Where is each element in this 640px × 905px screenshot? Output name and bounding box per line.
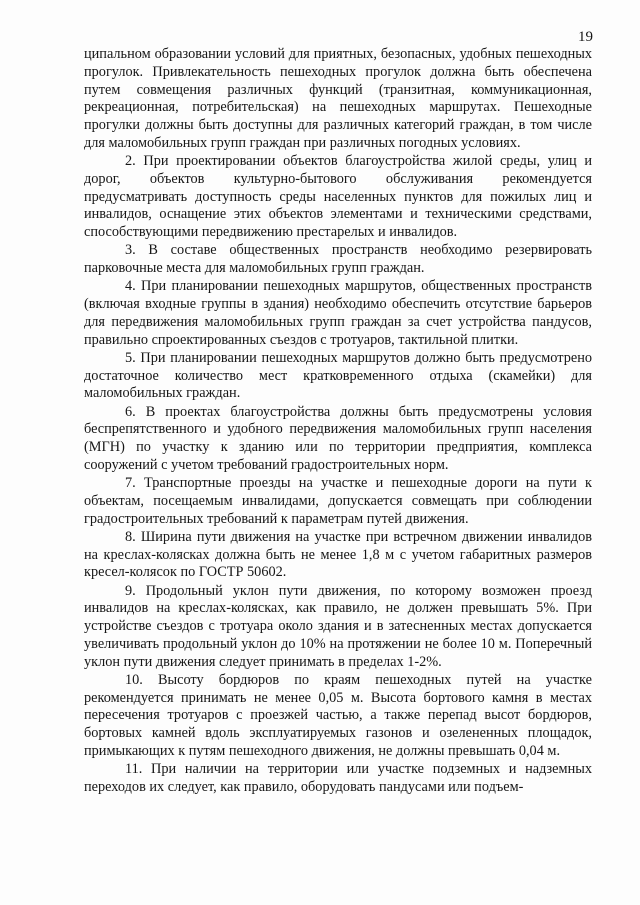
paragraph-2: 2. При проектировании объектов благоустройства жилой среды, улиц и дорог, объектов культурно-бытового обслуживания рекомендуется предусматривать доступность среды населенных пунктов для пожилых лиц и инвалидов, оснащение этих объектов элементами и техническими средствами, способствующими передвижению престарелых и инвалидов.: [84, 153, 592, 240]
paragraph-4: 4. При планировании пешеходных маршрутов, общественных пространств (включая входные группы в здания) необходимо обеспечить отсутствие барьеров для передвижения маломобильных групп граждан за счет устройства пандусов, правильно спроектированных съездов с тротуаров, тактильной плитки.: [84, 278, 592, 348]
paragraph-8: 8. Ширина пути движения на участке при встречном движении инвалидов на креслах-колясках должна быть не менее 1,8 м с учетом габаритных размеров кресел-колясок по ГОСТР 50602.: [84, 528, 592, 581]
document-body: [84, 46, 592, 797]
paragraph-7: 7. Транспортные проезды на участке и пешеходные дороги на пути к объектам, посещаемым инвалидами, допускается совмещать при соблюдении градостроительных требований к параметрам путей движения.: [84, 475, 592, 527]
page-number: 19: [578, 29, 593, 45]
paragraph-11: 11. При наличии на территории или участке подземных и надземных переходов их следует, как правило, оборудовать пандусами или подъем-: [84, 761, 592, 795]
paragraph-10: 10. Высоту бордюров по краям пешеходных путей на участке рекомендуется принимать не менее 0,05 м. Высота бортового камня в местах пересечения тротуаров с проезжей частью, а также перепад высот бордюров, бортовых камней вдоль эксплуатируемых газонов и озелененных площадок, примыкающих к путям пешеходного движения, не должны превышать 0,04 м.: [84, 671, 592, 759]
paragraph-9: 9. Продольный уклон пути движения, по которому возможен проезд инвалидов на креслах-колясках, как правило, не должен превышать 5%. При устройстве съездов с тротуара около здания и в затесненных местах допускается увеличивать продольный уклон до 10% на протяжении не более 10 м. Поперечный уклон пути движения следует принимать в пределах 1-2%.: [84, 582, 592, 670]
paragraph-6: 6. В проектах благоустройства должны быть предусмотрены условия беспрепятственного и удобного передвижения маломобильных групп населения (МГН) по участку к зданию или по территории предприятия, комплекса сооружений с учетом требований градостроительных норм.: [84, 403, 592, 473]
paragraph-5: 5. При планировании пешеходных маршрутов должно быть предусмотрено достаточное количество мест кратковременного отдыха (скамейки) для маломобильных граждан.: [84, 349, 592, 402]
paragraph-3: 3. В составе общественных пространств необходимо резервировать парковочные места для маломобильных групп граждан.: [84, 242, 592, 276]
paragraph-continuation: ципальном образовании условий для приятных, безопасных, удобных пешеходных прогулок. Привлекательность пешеходных прогулок должна быть обеспечена путем совмещения различных функций (транзитная, коммуникационная, рекреационная, потребительская) на пешеходных маршрутах. Пешеходные прогулки должны быть доступны для различных категорий граждан, в том числе для маломобильных групп граждан при различных погодных условиях.: [84, 46, 592, 151]
